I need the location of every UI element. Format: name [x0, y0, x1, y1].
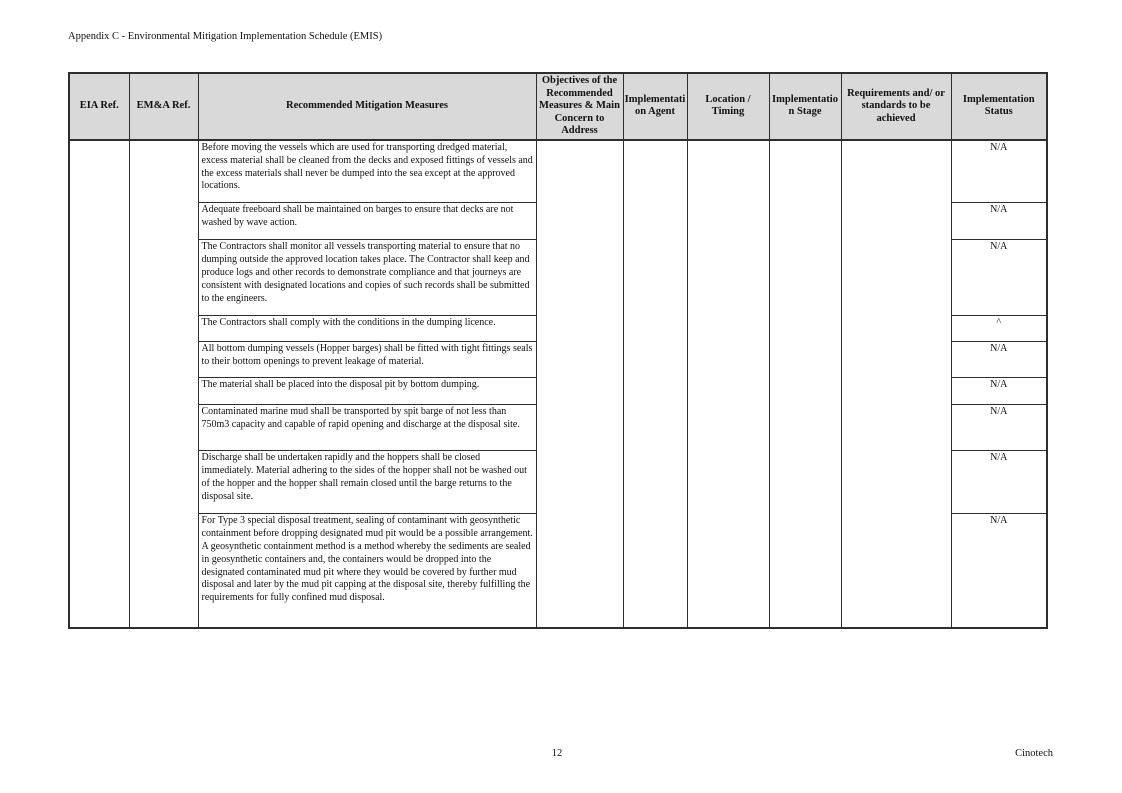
page-number: 12	[551, 748, 563, 759]
location-timing-body-cell	[687, 140, 769, 628]
status-cell: N/A	[951, 240, 1047, 316]
eia-ref-body-cell	[69, 140, 129, 628]
measure-cell: Discharge shall be undertaken rapidly and the hoppers shall be closed immediately. Material adhering to the sides of the hopper shall not be washed out of the hopper and the hopper shall remain closed until the barge returns to the disposal site.	[198, 451, 536, 514]
measure-cell: Before moving the vessels which are used for transporting dredged material, excess material shall be cleaned from the decks and exposed fittings of vessels and the excess materials shall never be dumped into the sea except at the approved locations.	[198, 140, 536, 203]
measure-cell: Adequate freeboard shall be maintained on barges to ensure that decks are not washed by wave action.	[198, 203, 536, 240]
measure-cell: All bottom dumping vessels (Hopper barges) shall be fitted with tight fittings seals to their bottom openings to prevent leakage of material.	[198, 342, 536, 378]
table-row	[69, 140, 1047, 203]
status-cell: N/A	[951, 514, 1047, 628]
ema-ref-body-cell	[129, 140, 198, 628]
status-cell: ^	[951, 316, 1047, 342]
measure-cell: The Contractors shall comply with the conditions in the dumping licence.	[198, 316, 536, 342]
implementation-stage-body-cell	[769, 140, 841, 628]
status-cell: N/A	[951, 378, 1047, 405]
column-header-implementation-agent: Implementati on Agent	[623, 73, 687, 140]
table-header-row	[69, 73, 1047, 140]
objectives-body-cell	[536, 140, 623, 628]
column-header-requirements-standards: Requirements and/ or standards to be achieved	[841, 73, 951, 140]
document-title: Appendix C - Environmental Mitigation Implementation Schedule (EMIS)	[68, 31, 383, 42]
measure-cell: For Type 3 special disposal treatment, sealing of contaminant with geosynthetic containment before dropping designated mud pit would be a possible arrangement. A geosynthetic containment method is a method whereby the sediments are sealed in geosynthetic containers and, the containers would be dropped into the designated contaminated mud pit where they would be covered by further mud disposal and later by the mud pit capping at the disposal site, thereby fulfilling the requirements for fully confined mud disposal.	[198, 514, 536, 628]
status-cell: N/A	[951, 140, 1047, 203]
status-cell: N/A	[951, 451, 1047, 514]
status-cell: N/A	[951, 405, 1047, 451]
emis-schedule-table	[68, 72, 1048, 629]
requirements-body-cell	[841, 140, 951, 628]
status-cell: N/A	[951, 342, 1047, 378]
column-header-implementation-stage: Implementatio n Stage	[769, 73, 841, 140]
column-header-eia-ref: EIA Ref.	[69, 73, 129, 140]
column-header-recommended-mitigation-measures: Recommended Mitigation Measures	[198, 73, 536, 140]
measure-cell: Contaminated marine mud shall be transported by spit barge of not less than 750m3 capacity and capable of rapid opening and discharge at the disposal site.	[198, 405, 536, 451]
measure-cell: The Contractors shall monitor all vessels transporting material to ensure that no dumping outside the approved location takes place. The Contractor shall keep and produce logs and other records to demonstrate compliance and that journeys are consistent with designated locations and copies of such records shall be submitted to the engineers.	[198, 240, 536, 316]
column-header-location-timing: Location / Timing	[687, 73, 769, 140]
column-header-implementation-status: Implementation Status	[951, 73, 1047, 140]
implementation-agent-body-cell	[623, 140, 687, 628]
column-header-objectives: Objectives of the Recommended Measures & Main Concern to Address	[536, 73, 623, 140]
measure-cell: The material shall be placed into the disposal pit by bottom dumping.	[198, 378, 536, 405]
status-cell: N/A	[951, 203, 1047, 240]
footer-company-name: Cinotech	[1015, 748, 1053, 759]
column-header-ema-ref: EM&A Ref.	[129, 73, 198, 140]
